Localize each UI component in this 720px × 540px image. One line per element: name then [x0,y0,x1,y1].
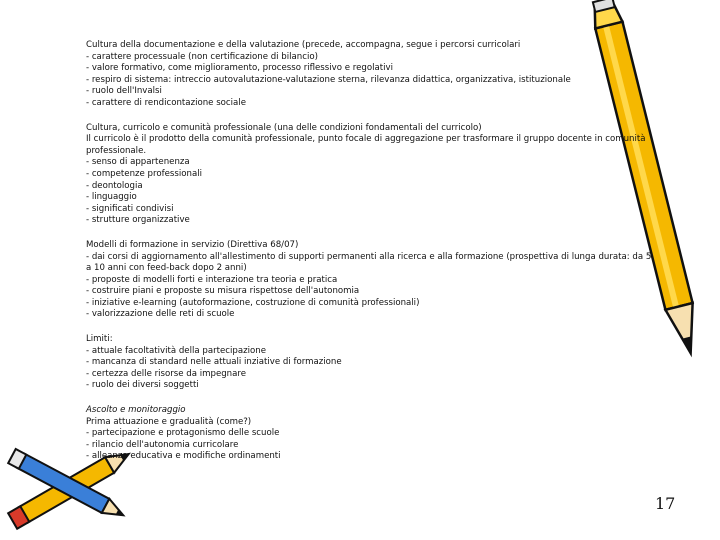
section-line: - alleanza educativa e modifiche ordinamenti [86,451,281,462]
section-line: - valore formativo, come miglioramento, processo riflessivo e regolativi [86,63,393,74]
section-line: - valorizzazione delle reti di scuole [86,309,235,320]
section-line: - senso di appartenenza [86,157,190,168]
section-curricolo [86,123,656,227]
section-line: - iniziative e-learning (autoformazione, costruzione di comunità professionali) [86,297,420,308]
section-line: - carattere di rendicontazione sociale [86,97,246,108]
section-line: - dai corsi di aggiornamento all'allestimento di supporti permanenti alla ricerca e alla formazione (prospettiva di lunga durata: da 5 a 10 anni con feed-back dopo 2 anni) [86,251,652,274]
section-monitoraggio [86,405,656,463]
section-documentazione [86,40,656,110]
section-line: - mancanza di standard nelle attuali inziative di formazione [86,357,342,368]
section-limiti [86,334,656,392]
document-body [86,40,656,476]
section-formazione [86,240,656,321]
section-line: - ruolo dei diversi soggetti [86,380,199,391]
section-line: - deontologia [86,180,143,191]
section-line: - strutture organizzative [86,215,190,226]
section-line: Prima attuazione e gradualità (come?) [86,416,252,427]
section-line: - respiro di sistema: intreccio autovalutazione-valutazione sterna, rilevanza didattica, organizzativa, istituzionale [86,74,571,85]
section-line: Cultura, curricolo e comunità professionale (una delle condizioni fondamentali del curricolo) [86,122,482,133]
page-number: 17 [655,494,676,513]
section-line: - rilancio dell'autonomia curricolare [86,439,239,450]
section-line: Limiti: [86,334,113,345]
section-line: - attuale facoltatività della partecipazione [86,345,267,356]
section-line: Modelli di formazione in servizio (Direttiva 68/07) [86,239,299,250]
section-line: Cultura della documentazione e della valutazione (precede, accompagna, segue i percorsi curricolari [86,40,521,50]
section-line: - linguaggio [86,192,137,203]
section-line: - significati condivisi [86,203,174,214]
section-line: - certezza delle risorse da impegnare [86,368,247,379]
section-line: - costruire piani e proposte su misura rispettose dell'autonomia [86,286,360,297]
section-line: - competenze professionali [86,168,203,179]
section-line: - partecipazione e protagonismo delle scuole [86,428,280,439]
section-line: - ruolo dell'Invalsi [86,86,162,97]
section-heading: Ascolto e monitoraggio [86,405,186,416]
section-line: - carattere processuale (non certificazione di bilancio) [86,51,318,62]
section-line: - proposte di modelli forti e interazione tra teoria e pratica [86,274,338,285]
section-line: Il curricolo è il prodotto della comunità professionale, punto focale di aggregazione per trasformare il gruppo docente in comunità professionale. [86,134,646,156]
